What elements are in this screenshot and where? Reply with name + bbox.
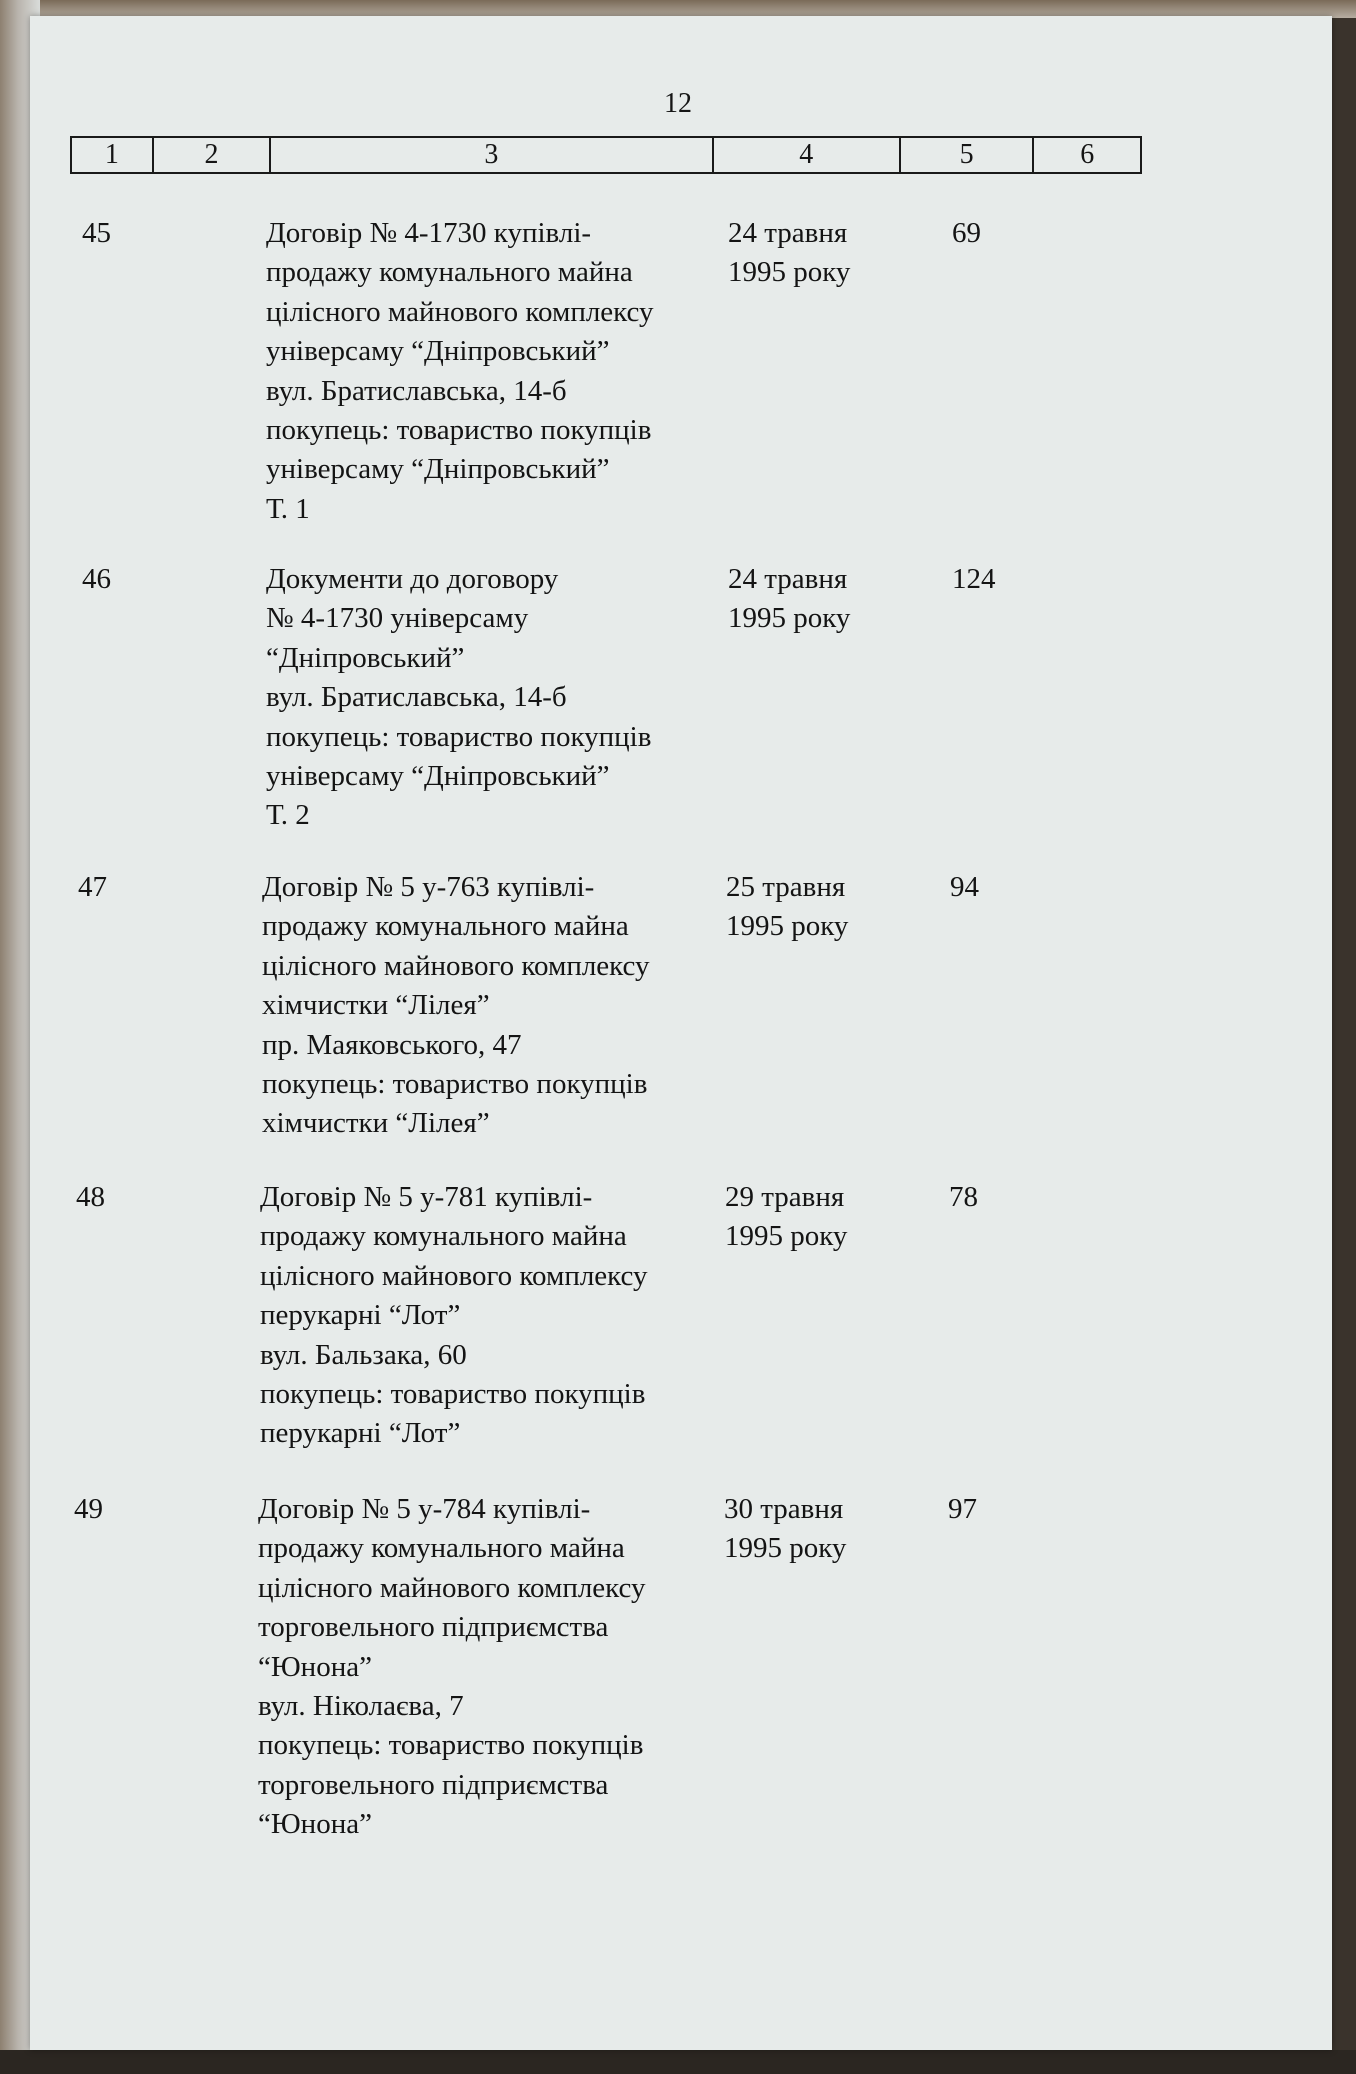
entry-description-line: універсаму “Дніпровський” bbox=[266, 453, 610, 486]
entry-description-line: Договір № 4-1730 купівлі- bbox=[266, 217, 592, 249]
entry-description-line: універсаму “Дніпровський” bbox=[266, 760, 610, 793]
entry-description-line: продажу комунального майна bbox=[258, 1532, 625, 1565]
entry-description-line: вул. Братиславська, 14-б bbox=[266, 374, 567, 407]
entry-description-line: “Юнона” bbox=[258, 1808, 372, 1841]
entry-description-line: Договір № 5 у-781 купівлі- bbox=[260, 1181, 593, 1213]
entry-number: 48 bbox=[76, 1181, 105, 1213]
entry-number: 49 bbox=[74, 1493, 103, 1525]
entry-date bbox=[728, 560, 850, 639]
header-col-6: 6 bbox=[1080, 139, 1095, 170]
entry-description-line: покупець: товариство покупців bbox=[266, 414, 652, 447]
entry-description-line: торговельного підприємства bbox=[258, 1768, 609, 1801]
page-number: 12 bbox=[664, 88, 692, 119]
entry-description-line: Договір № 5 у-784 купівлі- bbox=[258, 1493, 591, 1525]
entry-description-line: хімчистки “Лілея” bbox=[262, 1107, 490, 1140]
entry-date-line: 25 травня bbox=[726, 871, 846, 903]
entry-description-line: перукарні “Лот” bbox=[260, 1417, 461, 1450]
entry-date-line: 1995 року bbox=[728, 256, 851, 289]
entry-number: 46 bbox=[82, 563, 111, 595]
entry-description-line: цілісного майнового комплексу bbox=[258, 1571, 646, 1604]
entry-description-line: покупець: товариство покупців bbox=[262, 1068, 648, 1101]
entry-description bbox=[262, 868, 650, 1144]
entry-date-line: 30 травня bbox=[724, 1493, 844, 1525]
entry-description bbox=[260, 1178, 648, 1454]
table-header bbox=[70, 136, 1142, 174]
entry-description-line: універсаму “Дніпровський” bbox=[266, 335, 610, 368]
entry-date-line: 29 травня bbox=[725, 1181, 845, 1213]
entry-description-line: продажу комунального майна bbox=[260, 1220, 627, 1253]
document-page bbox=[30, 16, 1332, 2050]
entry-description-line: торговельного підприємства bbox=[258, 1611, 609, 1644]
entry-description-line: Документи до договору bbox=[266, 563, 559, 595]
entry-page-count: 94 bbox=[950, 871, 979, 903]
entry-date bbox=[726, 868, 848, 947]
entry-description-line: хімчистки “Лілея” bbox=[262, 989, 490, 1022]
header-col-5: 5 bbox=[901, 138, 1035, 172]
entry-description-line: покупець: товариство покупців bbox=[260, 1378, 646, 1411]
entry-description bbox=[258, 1490, 646, 1845]
entry-description-line: вул. Ніколаєва, 7 bbox=[258, 1690, 464, 1723]
entry-description-line: Т. 1 bbox=[266, 492, 310, 525]
entry-description-line: вул. Бальзака, 60 bbox=[260, 1338, 467, 1371]
background-bottom-edge bbox=[0, 2050, 1356, 2074]
entry-page-count: 78 bbox=[949, 1181, 978, 1213]
header-col-3: 3 bbox=[271, 138, 713, 172]
entry-page-count: 69 bbox=[952, 217, 981, 249]
entry-date-line: 1995 року bbox=[724, 1532, 847, 1565]
entry-description bbox=[266, 560, 651, 836]
header-col-4: 4 bbox=[714, 138, 901, 172]
entry-date-line: 24 травня bbox=[728, 563, 848, 595]
entry-description bbox=[266, 214, 654, 529]
entry-date-line: 24 травня bbox=[728, 217, 848, 249]
entry-description-line: продажу комунального майна bbox=[266, 256, 633, 289]
header-col-1: 1 bbox=[72, 138, 154, 172]
header-col-2: 2 bbox=[154, 138, 272, 172]
entry-date bbox=[728, 214, 850, 293]
entry-description-line: цілісного майнового комплексу bbox=[262, 949, 650, 982]
entry-page-count: 124 bbox=[952, 563, 996, 595]
entry-description-line: “Дніпровський” bbox=[266, 641, 465, 674]
entry-date bbox=[724, 1490, 846, 1569]
entry-description-line: пр. Маяковського, 47 bbox=[262, 1028, 522, 1061]
entry-date bbox=[725, 1178, 847, 1257]
entry-description-line: Договір № 5 у-763 купівлі- bbox=[262, 871, 595, 903]
entry-description-line: “Юнона” bbox=[258, 1650, 372, 1683]
entry-description-line: Т. 2 bbox=[266, 799, 310, 832]
entry-page-count: 97 bbox=[948, 1493, 977, 1525]
entry-number: 45 bbox=[82, 217, 111, 249]
entry-date-line: 1995 року bbox=[725, 1220, 848, 1253]
entry-date-line: 1995 року bbox=[728, 602, 851, 635]
entry-description-line: покупець: товариство покупців bbox=[266, 720, 652, 753]
entry-description-line: цілісного майнового комплексу bbox=[266, 295, 654, 328]
entry-number: 47 bbox=[78, 871, 107, 903]
entry-description-line: вул. Братиславська, 14-б bbox=[266, 681, 567, 714]
entry-description-line: перукарні “Лот” bbox=[260, 1299, 461, 1332]
entry-description-line: № 4-1730 універсаму bbox=[266, 602, 529, 635]
entry-description-line: цілісного майнового комплексу bbox=[260, 1259, 648, 1292]
entry-description-line: продажу комунального майна bbox=[262, 910, 629, 943]
entry-description-line: покупець: товариство покупців bbox=[258, 1729, 644, 1762]
entry-date-line: 1995 року bbox=[726, 910, 849, 943]
